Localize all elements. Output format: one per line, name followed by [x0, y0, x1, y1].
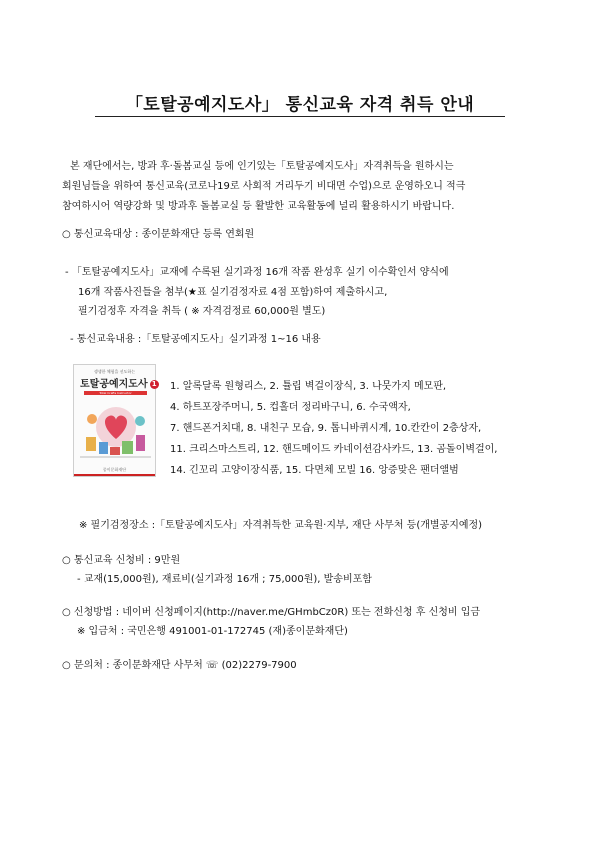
fee-title-line: ○ 통신교육 신청비 : 9만원	[62, 555, 181, 566]
works-list	[170, 376, 497, 481]
list-item: 1. 알록달록 원형리스, 2. 튤립 벽걸이장식, 3. 나뭇가지 메모판,	[170, 381, 447, 392]
apply-line: ○ 신청방법 : 네이버 신청페이지(http://naver.me/GHmbCz0R) 또는 전화신청 후 신청비 입금	[62, 607, 481, 618]
title-underline	[95, 116, 505, 117]
method-line: - 「토탈공예지도사」교재에 수록된 실기과정 16개 작품 완성후 실기 이수확인서 양식에	[65, 267, 449, 278]
method-line: 16개 작품사진들을 첨부(★표 실기검정자료 4점 포함)하여 제출하시고,	[78, 287, 388, 298]
book-volume: 1	[150, 380, 159, 389]
book-title	[80, 375, 159, 390]
content-line: - 통신교육내용 :「토탈공예지도사」실기과정 1~16 내용	[70, 334, 321, 345]
intro-line: 회원님들을 위하여 통신교육(코로나19로 사회적 거리두기 비대면 수업)으로 운영하오니 적극	[62, 181, 466, 192]
page-title: 「토탈공예지도사」 통신교육 자격 취득 안내	[125, 95, 475, 115]
book-title-text: 토탈공예지도사	[80, 379, 148, 390]
fee-detail-line: - 교재(15,000원), 재료비(실기과정 16개 ; 75,000원), 발송비포함	[77, 574, 372, 585]
list-item: 11. 크리스마스트리, 12. 핸드메이드 카네이션감사카드, 13. 곰돌이벽걸이,	[170, 444, 498, 455]
target-line: ○ 통신교육대상 : 종이문화재단 등록 연회원	[62, 229, 255, 240]
intro-paragraph	[62, 157, 552, 217]
book-bottom-bar	[74, 474, 155, 476]
list-item: 7. 핸드폰거치대, 8. 내친구 모습, 9. 톱니바퀴시계, 10.칸칸이 2층상자,	[170, 423, 482, 434]
account-line: ※ 입금처 : 국민은행 491001-01-172745 (재)종이문화재단)	[77, 626, 348, 637]
intro-line: 본 재단에서는, 방과 후·돌봄교실 등에 인기있는「토탈공예지도사」자격취득을 원하시는	[70, 161, 454, 172]
book-band-text: Total Crafts Instructor	[99, 391, 132, 395]
book-publisher: 종이문화재단	[102, 467, 127, 472]
exam-place-line: ※ 필기검정장소 :「토탈공예지도사」자격취득한 교육원·지부, 재단 사무처 등(개별공지예정)	[79, 520, 483, 531]
contact-line: ○ 문의처 : 종이문화재단 사무처 ☏ (02)2279-7900	[62, 660, 297, 671]
intro-line: 참여하시어 역량강화 및 방과후 돌봄교실 등 활발한 교육활동에 널리 활용하시기 바랍니다.	[62, 201, 455, 212]
method-line: 필기검정후 자격을 취득 ( ※ 자격검정료 60,000원 별도)	[78, 306, 326, 317]
crafts-illustration	[74, 397, 157, 467]
list-item: 14. 긴꼬리 고양이장식품, 15. 다면체 모빌 16. 앙증맞은 팬더앨범	[170, 465, 459, 476]
book-subtitle: 생생한 체험을 선도하는	[93, 369, 136, 374]
textbook-cover-image	[73, 364, 156, 477]
list-item: 4. 하트포장주머니, 5. 컵홀더 정리바구니, 6. 수국액자,	[170, 402, 411, 413]
book-band	[84, 391, 147, 395]
